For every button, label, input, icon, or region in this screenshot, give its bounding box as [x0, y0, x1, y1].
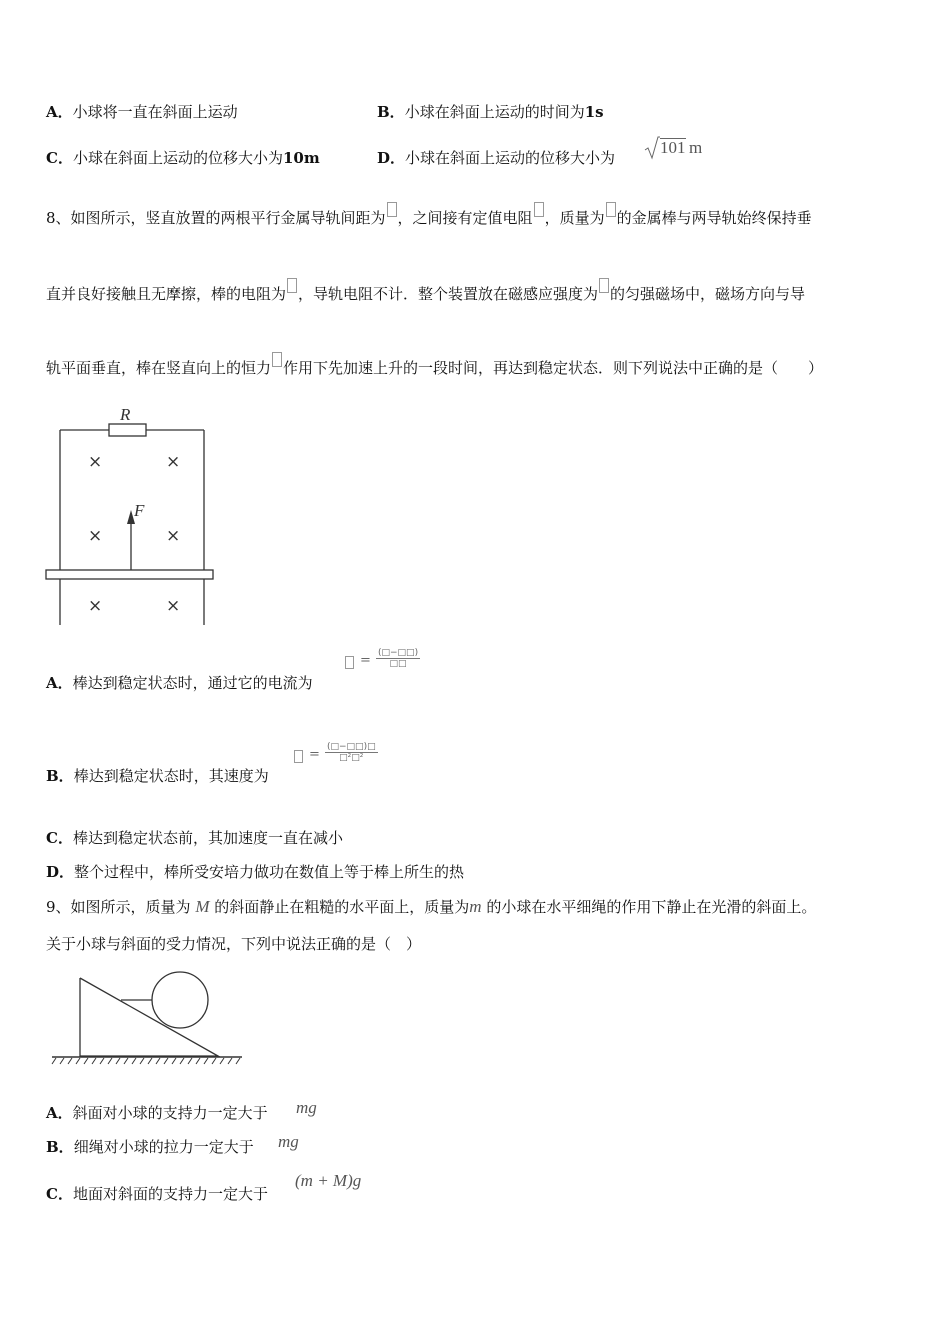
q8-stem-part: 8、如图所示，竖直放置的两根平行金属导轨间距为: [46, 209, 386, 227]
q7-option-b: [377, 102, 604, 122]
q7-option-a: [46, 102, 238, 122]
q9-option-b-label: B．: [46, 1138, 74, 1156]
ball: [152, 972, 208, 1028]
q9-option-b-math: mg: [278, 1132, 299, 1151]
field-cross: ×: [166, 452, 181, 472]
q9-incline-figure: [46, 968, 246, 1068]
q9-option-c-label: C．: [46, 1185, 73, 1203]
missing-symbol-icon: [287, 278, 297, 293]
q9-stem-part: 的小球在水平细绳的作用下静止在光滑的斜面上。: [486, 898, 817, 916]
q8-option-a-fraction: [376, 648, 420, 669]
q7-option-c-text: 小球在斜面上运动的位移大小为: [72, 149, 283, 167]
force-label: F: [134, 501, 145, 520]
q7-option-d-radicand: 101: [660, 138, 686, 157]
q8-option-d-text: 整个过程中，棒所受安培力做功在数值上等于棒上所生的热: [74, 863, 465, 881]
q9-option-b: [46, 1137, 254, 1157]
q8-option-a-equals: =: [360, 653, 371, 668]
missing-symbol-icon: [599, 278, 609, 293]
field-cross: ×: [166, 596, 181, 616]
q8-option-b-equals: =: [309, 747, 320, 762]
sqrt-sign-icon: [644, 136, 660, 160]
q8-stem-part: ，导轨电阻不计．整个装置放在磁感应强度为: [298, 285, 599, 303]
q8-option-b-text: 棒达到稳定状态时，其速度为: [73, 767, 269, 785]
q9-stem-part: 的斜面静止在粗糙的水平面上，质量为: [214, 898, 470, 916]
q7-option-c: [46, 148, 320, 168]
q8-option-a-denominator: □□: [389, 659, 407, 669]
q8-option-b-numerator: (□−□□)□: [327, 742, 376, 752]
q9-option-c: [46, 1184, 268, 1204]
q8-circuit-figure: [44, 400, 224, 630]
q8-stem-part: ，质量为: [544, 209, 605, 227]
q9-option-a-text: 斜面对小球的支持力一定大于: [72, 1104, 268, 1122]
missing-symbol-icon: [387, 202, 397, 217]
q8-option-c-text: 棒达到稳定状态前，其加速度一直在减小: [72, 829, 343, 847]
resistor-label: R: [120, 405, 131, 424]
missing-symbol-icon: [345, 656, 354, 669]
q9-stem-line1: [46, 897, 816, 917]
q8-option-c: [46, 828, 343, 848]
q9-option-a-math: mg: [296, 1098, 317, 1117]
q7-option-a-label: A．: [46, 103, 73, 121]
q9-option-c-text: 地面对斜面的支持力一定大于: [72, 1185, 268, 1203]
q7-option-c-value: 10m: [282, 149, 320, 167]
q8-option-b-denominator: □²□²: [339, 753, 364, 763]
q7-option-b-text: 小球在斜面上运动的时间为: [404, 103, 585, 121]
q7-option-b-label: B．: [377, 103, 405, 121]
metal-rod: [46, 570, 213, 579]
field-cross: ×: [88, 526, 103, 546]
ground-hatching: [52, 1058, 240, 1064]
q8-option-a-label: A．: [46, 674, 73, 692]
q7-option-a-text: 小球将一直在斜面上运动: [72, 103, 238, 121]
q9-option-c-math: (m + M)g: [295, 1171, 362, 1190]
q8-option-d-label: D．: [46, 863, 75, 881]
q8-option-d: [46, 862, 464, 882]
q9-option-a-label: A．: [46, 1104, 73, 1122]
q8-option-a-numerator: (□−□□): [378, 648, 419, 658]
q8-option-b: [46, 766, 269, 786]
resistor: [109, 424, 146, 436]
q8-option-a: [46, 673, 313, 693]
q9-stem-line2: [46, 934, 421, 954]
q7-option-d-unit: m: [689, 138, 703, 157]
q8-stem-part: 作用下先加速上升的一段时间，再达到稳定状态．则下列说法中正确的是（ ）: [283, 359, 824, 377]
q8-stem-part: 的匀强磁场中，磁场方向与导: [610, 285, 806, 303]
q7-option-d-text: 小球在斜面上运动的位移大小为: [405, 149, 616, 167]
q7-option-d-label: D．: [377, 149, 406, 167]
q8-stem-line1: [46, 208, 812, 228]
field-cross: ×: [88, 596, 103, 616]
q9-stem-part: 关于小球与斜面的受力情况，下列中说法正确的是（ ）: [46, 935, 422, 953]
q9-option-b-text: 细绳对小球的拉力一定大于: [73, 1138, 254, 1156]
q8-option-b-label: B．: [46, 767, 74, 785]
q8-stem-part: 轨平面垂直，棒在竖直向上的恒力: [46, 359, 272, 377]
q9-stem-part: 9、如图所示，质量为: [46, 898, 191, 916]
q8-option-c-label: C．: [46, 829, 73, 847]
q7-option-b-value: 1s: [584, 103, 604, 121]
field-cross: ×: [166, 526, 181, 546]
missing-symbol-icon: [534, 202, 544, 217]
q8-stem-part: 直并良好接触且无摩擦，棒的电阻为: [46, 285, 287, 303]
missing-symbol-icon: [272, 352, 282, 367]
missing-symbol-icon: [606, 202, 616, 217]
q8-option-b-fraction: [325, 742, 378, 763]
q8-stem-line3: [46, 358, 823, 378]
q8-option-a-text: 棒达到稳定状态时，通过它的电流为: [72, 674, 313, 692]
q8-stem-line2: [46, 284, 805, 304]
q7-option-d: [377, 148, 615, 168]
q9-mass-m: m: [469, 897, 482, 916]
q8-stem-part: ，之间接有定值电阻: [397, 209, 533, 227]
q7-option-c-label: C．: [46, 149, 73, 167]
q9-option-a: [46, 1103, 268, 1123]
q8-stem-part: 的金属棒与两导轨始终保持垂: [616, 209, 812, 227]
q9-mass-M: M: [195, 897, 210, 916]
missing-symbol-icon: [294, 750, 303, 763]
field-cross: ×: [88, 452, 103, 472]
